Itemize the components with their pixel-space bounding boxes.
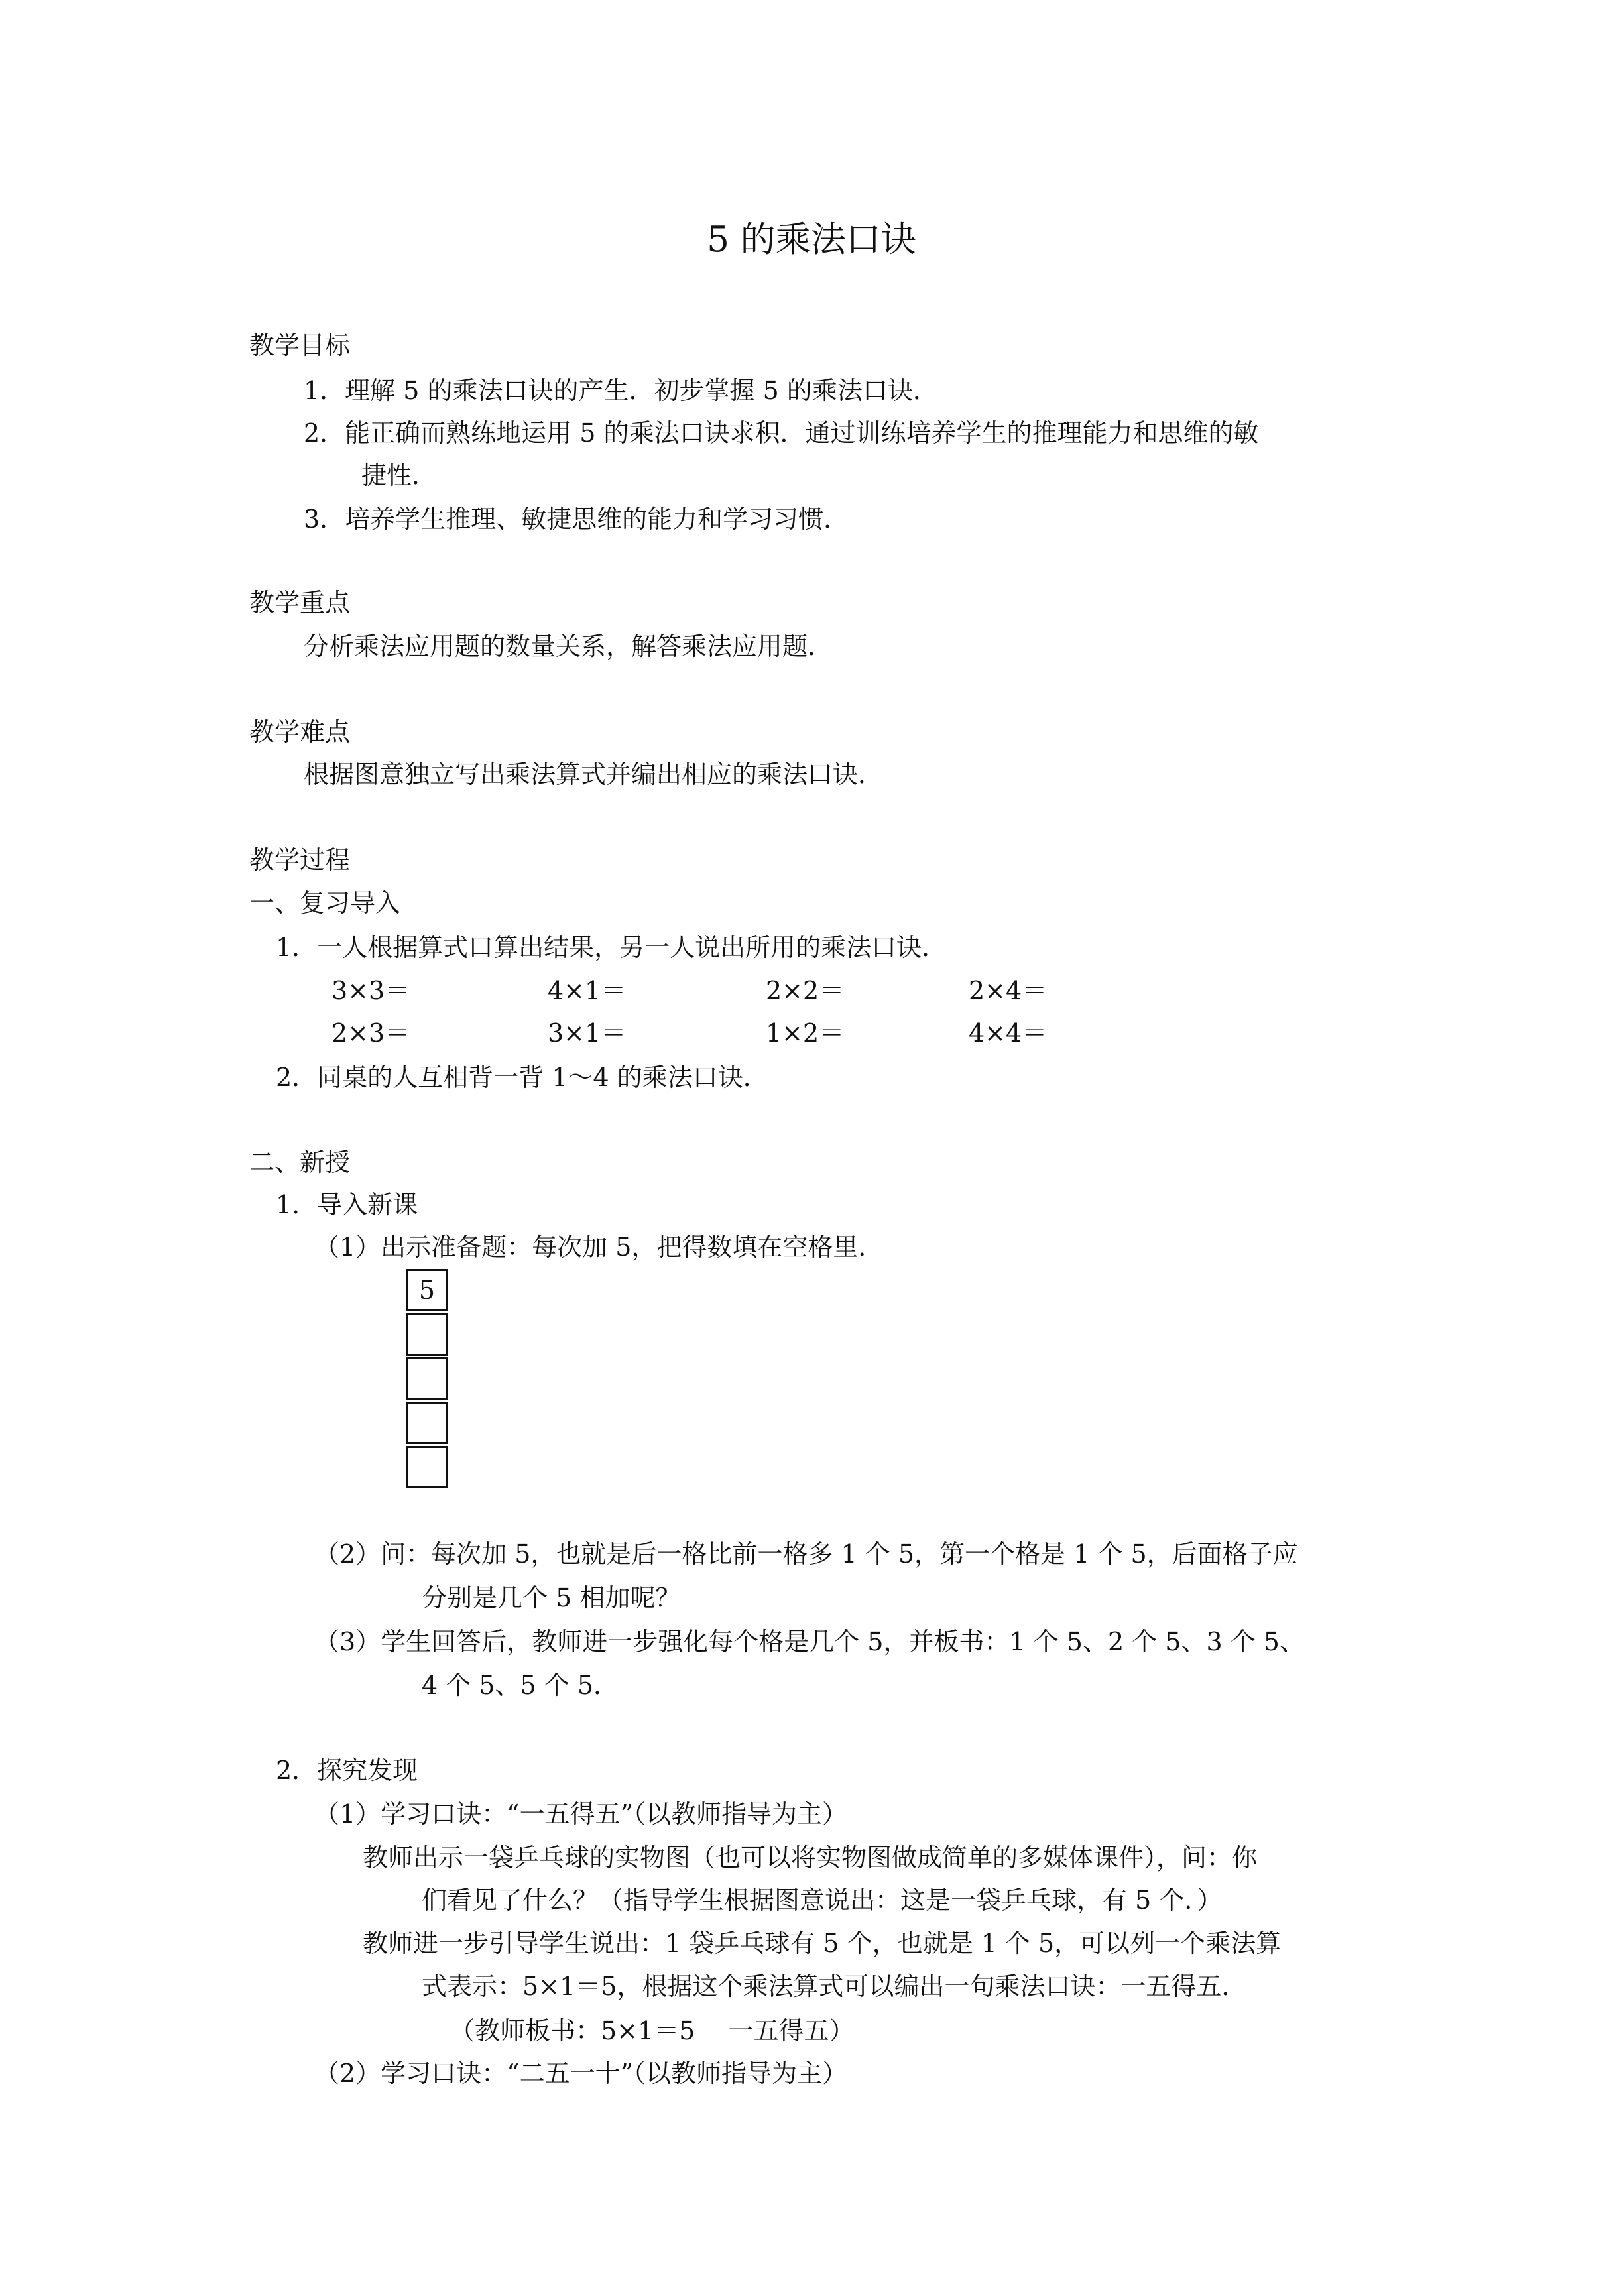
goal-item-1: 1．理解 5 的乘法口诀的产生．初步掌握 5 的乘法口诀．: [304, 376, 938, 405]
fill-box-3: [406, 1357, 448, 1400]
step-1-3: （3）学生回答后，教师进一步强化每个格是几个 5，并板书：1 个 5、2 个 5、3 个 5、: [314, 1627, 1305, 1656]
equation: 4×1＝: [548, 976, 627, 1005]
paragraph-1-continued: 们看见了什么？（指导学生根据图意说出：这是一袋乒乓球，有 5 个．）: [422, 1886, 1223, 1915]
subsection-1-heading: 1．导入新课: [276, 1190, 418, 1219]
goal-item-2-continued: 捷性．: [361, 461, 438, 490]
difficulty-heading: 教学难点: [249, 717, 351, 747]
fill-box-4: [406, 1402, 448, 1444]
equation: 2×4＝: [969, 976, 1048, 1005]
board-note: （教师板书：5×1＝5 一五得五）: [450, 2016, 855, 2045]
equation: 3×3＝: [331, 976, 410, 1005]
part1-heading: 一、复习导入: [249, 888, 401, 918]
step-2-1: （1）学习口诀：“一五得五”（以教师指导为主）: [314, 1799, 848, 1829]
focus-text: 分析乘法应用题的数量关系，解答乘法应用题．: [304, 632, 833, 661]
goals-heading: 教学目标: [249, 331, 351, 360]
focus-heading: 教学重点: [249, 588, 351, 617]
part2-heading: 二、新授: [249, 1148, 351, 1177]
fill-box-1: 5: [406, 1269, 448, 1311]
equation: 2×2＝: [766, 976, 845, 1005]
equation: 1×2＝: [766, 1018, 845, 1048]
equation: 2×3＝: [331, 1018, 410, 1048]
goal-item-3: 3．培养学生推理、敏捷思维的能力和学习习惯．: [304, 505, 849, 534]
fill-box-5: [406, 1446, 448, 1488]
equation: 3×1＝: [548, 1018, 627, 1048]
step-1-1: （1）出示准备题：每次加 5，把得数填在空格里．: [314, 1233, 884, 1262]
step-1-3-continued: 4 个 5、5 个 5．: [422, 1671, 619, 1700]
fill-box-2: [406, 1313, 448, 1356]
equation: 4×4＝: [969, 1018, 1048, 1048]
document-title: 5 的乘法口诀: [707, 219, 916, 260]
paragraph-1: 教师出示一袋乒乓球的实物图（也可以将实物图做成简单的多媒体课件），问：你: [363, 1843, 1258, 1872]
paragraph-2: 教师进一步引导学生说出：1 袋乒乓球有 5 个，也就是 1 个 5，可以列一个乘法算: [363, 1929, 1282, 1958]
review-item-1: 1．一人根据算式口算出结果，另一人说出所用的乘法口诀．: [276, 933, 947, 962]
difficulty-text: 根据图意独立写出乘法算式并编出相应的乘法口诀．: [304, 760, 884, 789]
step-2-2: （2）学习口诀：“二五一十”（以教师指导为主）: [314, 2059, 848, 2088]
step-1-2: （2）问：每次加 5，也就是后一格比前一格多 1 个 5，第一个格是 1 个 5，后面格子应: [314, 1540, 1298, 1569]
subsection-2-heading: 2．探究发现: [276, 1756, 418, 1785]
step-1-2-continued: 分别是几个 5 相加呢？: [422, 1583, 681, 1612]
paragraph-2-continued: 式表示：5×1＝5，根据这个乘法算式可以编出一句乘法口诀：一五得五．: [422, 1972, 1247, 2001]
goal-item-2: 2．能正确而熟练地运用 5 的乘法口诀求积．通过训练培养学生的推理能力和思维的敏: [304, 418, 1259, 448]
review-item-2: 2．同桌的人互相背一背 1～4 的乘法口诀．: [276, 1063, 768, 1092]
process-heading: 教学过程: [249, 845, 351, 875]
